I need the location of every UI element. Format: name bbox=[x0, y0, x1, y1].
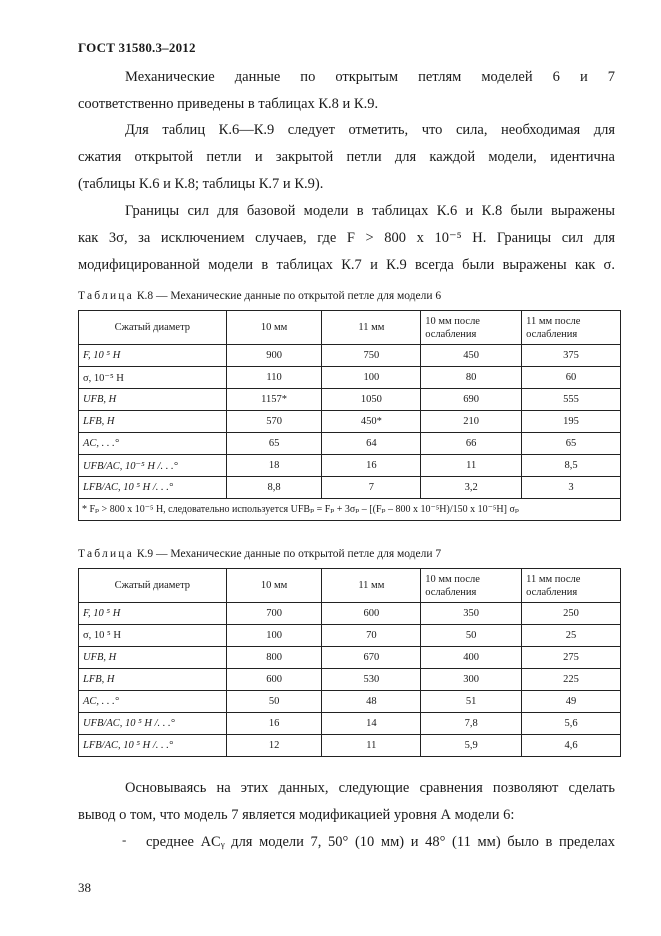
paragraph-3-line-3: модифицированной модели в таблицах К.7 и К.9 всегда были выражены как σ. bbox=[78, 257, 615, 273]
document-header: ГОСТ 31580.3–2012 bbox=[78, 40, 196, 55]
table-note-row bbox=[79, 499, 621, 521]
row-label: UFB/AC, 10 ⁵ Н /. . .° bbox=[83, 718, 175, 729]
table-row bbox=[79, 433, 621, 455]
table-row bbox=[79, 669, 621, 691]
table-k8-footnote: * Fₚ > 800 x 10⁻⁵ Н, следовательно используется UFBₚ = Fₚ + 3σₚ – [(Fₚ – 800 x 10⁻⁵Н)/150 x 10⁻⁵Н] σₚ bbox=[79, 499, 621, 521]
row-label: AC, . . .° bbox=[83, 438, 119, 449]
row-label: UFB/AC, 10⁻⁵ Н /. . .° bbox=[83, 460, 178, 472]
table-cell: 300 bbox=[421, 669, 522, 691]
table-cell: 5,9 bbox=[421, 735, 522, 757]
table-cell: 600 bbox=[322, 603, 421, 625]
table-k9-caption-text: К.9 — Механические данные по открытой петле для модели 7 bbox=[136, 548, 442, 560]
table-cell: 3,2 bbox=[421, 477, 522, 499]
table-k8-header-cell: Сжатый диаметр bbox=[79, 311, 227, 345]
table-k9-header-cell: 10 мм bbox=[226, 569, 322, 603]
table-cell: 50 bbox=[421, 625, 522, 647]
row-label: LFB, Н bbox=[83, 674, 115, 685]
table-k8-header-cell: 10 мм bbox=[226, 311, 322, 345]
table-cell: 65 bbox=[226, 433, 322, 455]
table-cell: 750 bbox=[322, 345, 421, 367]
table-cell: 49 bbox=[522, 691, 621, 713]
table-cell: 530 bbox=[322, 669, 421, 691]
table-cell: 275 bbox=[522, 647, 621, 669]
closing-line-1: Основываясь на этих данных, следующие сравнения позволяют сделать bbox=[125, 780, 615, 796]
table-row bbox=[79, 647, 621, 669]
row-label: F, 10 ⁵ Н bbox=[83, 608, 121, 619]
table-cell: 400 bbox=[421, 647, 522, 669]
table-cell: 350 bbox=[421, 603, 522, 625]
table-cell: 5,6 bbox=[522, 713, 621, 735]
table-k8-header-cell: 11 мм bbox=[322, 311, 421, 345]
table-cell: 450 bbox=[421, 345, 522, 367]
table-cell: 60 bbox=[522, 367, 621, 389]
row-label: σ, 10⁻⁵ Н bbox=[79, 367, 227, 389]
table-cell: 64 bbox=[322, 433, 421, 455]
table-k8-header-cell: 10 мм после ослабления bbox=[421, 311, 522, 345]
table-row bbox=[79, 735, 621, 757]
table-row bbox=[79, 411, 621, 433]
table-k9-header-cell: Сжатый диаметр bbox=[79, 569, 227, 603]
table-k8-header-row bbox=[79, 311, 621, 345]
table-cell: 195 bbox=[522, 411, 621, 433]
closing-paragraph bbox=[78, 775, 615, 829]
table-cell: 800 bbox=[226, 647, 322, 669]
paragraph-1-line-2: соответственно приведены в таблицах К.8 и К.9. bbox=[78, 96, 379, 112]
table-k9-caption bbox=[78, 548, 441, 560]
table-row bbox=[79, 389, 621, 411]
table-cell: 70 bbox=[322, 625, 421, 647]
row-label: LFB/AC, 10 ⁵ Н /. . .° bbox=[83, 740, 174, 751]
table-k8-header-cell: 11 мм после ослабления bbox=[522, 311, 621, 345]
page-number: 38 bbox=[78, 880, 91, 895]
table-row bbox=[79, 713, 621, 735]
table-cell: 80 bbox=[421, 367, 522, 389]
row-label: F, 10 ⁵ Н bbox=[83, 350, 121, 361]
table-k9-header-cell: 11 мм bbox=[322, 569, 421, 603]
table-k9-header-row bbox=[79, 569, 621, 603]
table-cell: 570 bbox=[226, 411, 322, 433]
table-cell: 690 bbox=[421, 389, 522, 411]
table-cell: 16 bbox=[226, 713, 322, 735]
row-label: UFB, Н bbox=[83, 394, 117, 405]
table-cell: 18 bbox=[226, 455, 322, 477]
paragraph-1-line-1: Механические данные по открытым петлям моделей 6 и 7 bbox=[125, 69, 615, 85]
paragraph-1 bbox=[78, 64, 615, 118]
table-k9-header-cell: 10 мм после ослабления bbox=[421, 569, 522, 603]
table-cell: 110 bbox=[226, 367, 322, 389]
table-cell: 25 bbox=[522, 625, 621, 647]
paragraph-3 bbox=[78, 198, 615, 279]
table-cell: 48 bbox=[322, 691, 421, 713]
paragraph-3-line-1: Границы сил для базовой модели в таблицах К.6 и К.8 были выражены bbox=[125, 203, 615, 219]
table-cell: 670 bbox=[322, 647, 421, 669]
table-cell: 900 bbox=[226, 345, 322, 367]
table-k8 bbox=[78, 310, 621, 521]
table-k9-caption-prefix: Таблица bbox=[78, 548, 134, 560]
table-cell: 100 bbox=[226, 625, 322, 647]
table-row bbox=[79, 455, 621, 477]
table-cell: 4,6 bbox=[522, 735, 621, 757]
table-row bbox=[79, 625, 621, 647]
table-cell: 225 bbox=[522, 669, 621, 691]
row-label: AC, . . .° bbox=[83, 696, 119, 707]
table-cell: 250 bbox=[522, 603, 621, 625]
paragraph-2-line-3: (таблицы К.6 и К.8; таблицы К.7 и К.9). bbox=[78, 176, 324, 192]
row-label: σ, 10 ⁵ Н bbox=[79, 625, 227, 647]
table-cell: 11 bbox=[421, 455, 522, 477]
table-cell: 210 bbox=[421, 411, 522, 433]
table-cell: 7 bbox=[322, 477, 421, 499]
table-k8-caption-text: К.8 — Механические данные по открытой петле для модели 6 bbox=[136, 290, 442, 302]
table-cell: 600 bbox=[226, 669, 322, 691]
table-row bbox=[79, 345, 621, 367]
table-cell: 12 bbox=[226, 735, 322, 757]
table-cell: 8,5 bbox=[522, 455, 621, 477]
table-cell: 700 bbox=[226, 603, 322, 625]
table-k8-caption-prefix: Таблица bbox=[78, 290, 134, 302]
bullet-item bbox=[146, 829, 615, 856]
table-k8-caption bbox=[78, 290, 441, 302]
table-cell: 450* bbox=[322, 411, 421, 433]
bullet-item-text: среднее ACᵧ для модели 7, 50° (10 мм) и 48° (11 мм) было в пределах bbox=[146, 834, 615, 850]
paragraph-2-line-2: сжатия открытой петли и закрытой петли для каждой модели, идентична bbox=[78, 149, 615, 165]
table-cell: 65 bbox=[522, 433, 621, 455]
table-cell: 8,8 bbox=[226, 477, 322, 499]
table-row bbox=[79, 603, 621, 625]
bullet-mark: - bbox=[122, 832, 127, 847]
row-label: LFB/AC, 10 ⁵ Н /. . .° bbox=[83, 482, 174, 493]
table-cell: 555 bbox=[522, 389, 621, 411]
table-cell: 375 bbox=[522, 345, 621, 367]
table-cell: 50 bbox=[226, 691, 322, 713]
table-cell: 51 bbox=[421, 691, 522, 713]
paragraph-2-line-1: Для таблиц К.6—К.9 следует отметить, что сила, необходимая для bbox=[125, 122, 615, 138]
table-cell: 16 bbox=[322, 455, 421, 477]
table-row bbox=[79, 691, 621, 713]
table-cell: 1157* bbox=[226, 389, 322, 411]
table-cell: 1050 bbox=[322, 389, 421, 411]
table-cell: 14 bbox=[322, 713, 421, 735]
table-cell: 66 bbox=[421, 433, 522, 455]
closing-line-2: вывод о том, что модель 7 является модификацией уровня А модели 6: bbox=[78, 807, 515, 823]
row-label: LFB, Н bbox=[83, 416, 115, 427]
table-cell: 3 bbox=[522, 477, 621, 499]
table-cell: 11 bbox=[322, 735, 421, 757]
table-row bbox=[79, 367, 621, 389]
table-cell: 7,8 bbox=[421, 713, 522, 735]
paragraph-2 bbox=[78, 117, 615, 198]
row-label: UFB, Н bbox=[83, 652, 117, 663]
table-row bbox=[79, 477, 621, 499]
table-cell: 100 bbox=[322, 367, 421, 389]
paragraph-3-line-2: как 3σ, за исключением случаев, где F > 800 x 10⁻⁵ Н. Границы сил для bbox=[78, 230, 615, 246]
table-k9-header-cell: 11 мм после ослабления bbox=[522, 569, 621, 603]
table-k9 bbox=[78, 568, 621, 757]
